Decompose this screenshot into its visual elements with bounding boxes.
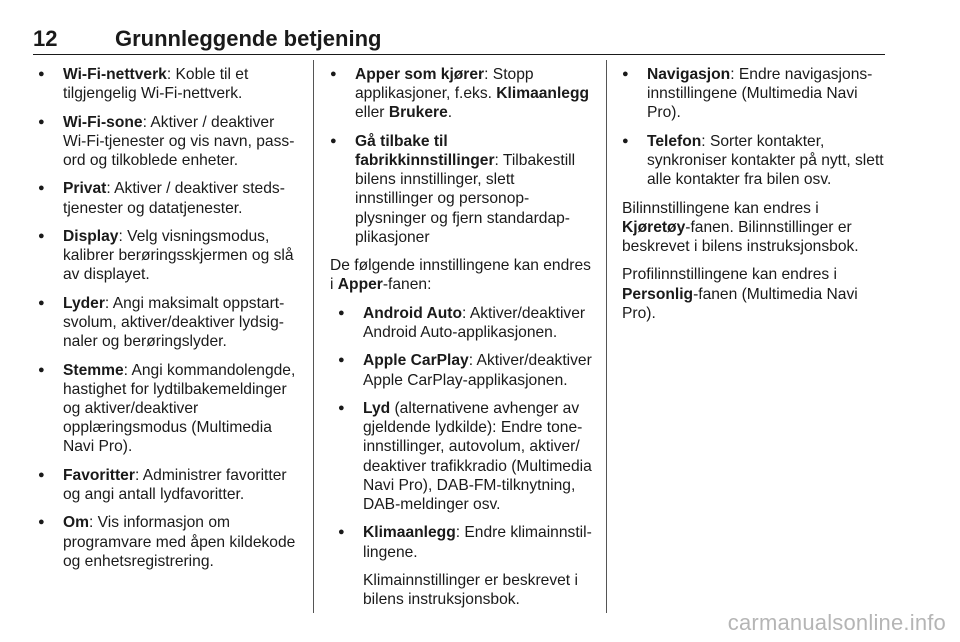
list-item [622, 132, 884, 190]
paragraph-text: -fanen (Multimedia Navi Pro). [622, 285, 858, 322]
column-divider [606, 60, 607, 613]
description: : Aktiver / deaktiver stedstjenester og datatjenester. [63, 180, 285, 217]
list-item [38, 179, 296, 217]
description: : Endre klimainnstillingene. [363, 524, 592, 561]
term: Klimaanlegg [363, 524, 456, 542]
description: : Stopp applikasjoner, f.eks. [355, 66, 534, 103]
description: . [447, 104, 453, 122]
list-item [330, 132, 592, 247]
page-title: Grunnleggende betjening [115, 26, 382, 51]
list-item [338, 523, 592, 561]
column-1 [38, 65, 296, 580]
column-2 [330, 65, 592, 619]
description: (alternativene avhenger av gjeldende lydkilde): Endre toneinnstillinger, autovolum, aktiver/ deaktiver trafikkradio (Multimedia Navi Pro), DAB-FM-tilknytning, DAB-meldinger osv. [363, 399, 592, 513]
term: Apper [337, 276, 383, 294]
description: : Angi maksimalt oppstartsvolum, aktiver/deaktiver lydsignaler og berøringslyder. [63, 294, 285, 351]
term: Apple CarPlay [363, 352, 469, 370]
term: Favoritter [63, 466, 135, 484]
list-item [330, 65, 592, 123]
term: Lyder [63, 294, 105, 312]
list-item [38, 361, 296, 457]
paragraph [330, 256, 592, 294]
description: : Administrer favoritter og angi antall lydfavoritter. [63, 466, 287, 503]
page-number: 12 [33, 26, 58, 51]
list-item [338, 399, 592, 514]
term: Wi-Fi-sone [63, 113, 143, 131]
term: Android Auto [363, 304, 463, 322]
term: Brukere [388, 104, 448, 122]
paragraph-text: Bilinnstillingene kan endres i [622, 199, 819, 217]
description: : Aktiver/deaktiver Android Auto-applikasjonen. [363, 304, 586, 341]
term: Om [63, 514, 89, 532]
term: Wi-Fi-nettverk [63, 66, 167, 83]
list-item [38, 294, 296, 352]
description: : Velg visningsmodus, kalibrer berøringsskjermen og slå av displayet. [63, 227, 294, 284]
term: Klimaanlegg [496, 85, 590, 103]
paragraph [622, 265, 884, 323]
term: Telefon [647, 132, 702, 150]
paragraph-text: -fanen. Bilinnstillinger er beskrevet i bilens instruksjonsbok. [622, 218, 859, 255]
term: Kjøretøy [622, 218, 686, 236]
settings-list [38, 65, 296, 571]
description: : Sorter kontakter, synkroniser kontakter på nytt, slett alle kontakter fra bilen osv. [647, 132, 884, 189]
settings-list [622, 65, 884, 189]
list-item [38, 227, 296, 285]
description: : Endre navigasjonsinnstillingene (Multimedia Navi Pro). [647, 66, 873, 122]
description: : Vis informasjon om programvare med åpen kildekode og enhetsregistrering. [63, 514, 296, 570]
term: Stemme [63, 361, 124, 379]
list-item [38, 113, 296, 171]
term: Apper som kjører [355, 66, 485, 83]
term: Lyd [363, 399, 391, 417]
description: : Tilbakestill bilens innstillinger, slett innstillinger og personopplysninger og fjern standardapplikasjoner [355, 152, 576, 246]
page-header [33, 26, 885, 55]
list-item [622, 65, 884, 123]
list-item [38, 513, 296, 571]
description: : Aktiver/deaktiver Apple CarPlay-applikasjonen. [363, 352, 592, 389]
settings-list [330, 65, 592, 247]
term: Privat [63, 180, 107, 198]
list-item [338, 351, 592, 389]
term: Display [63, 227, 119, 245]
list-item [38, 65, 296, 103]
paragraph-text: -fanen: [382, 276, 432, 294]
description: : Koble til et tilgjengelig Wi-Fi-nettverk. [63, 66, 249, 103]
list-item [38, 466, 296, 504]
watermark: carmanualsonline.info [727, 610, 946, 635]
term: Gå tilbake til fabrikkinnstillinger [355, 132, 495, 169]
term: Personlig [622, 285, 694, 303]
term: Navigasjon [647, 66, 731, 83]
list-item [338, 304, 592, 342]
column-divider [313, 60, 314, 613]
paragraph-text: Profilinnstillingene kan endres i [622, 266, 837, 284]
column-3 [622, 65, 884, 332]
description: : Aktiver / deaktiver Wi-Fi-tjenester og vis navn, passord og tilkoblede enheter. [63, 113, 295, 169]
description: : Angi kommandolengde, hastighet for lydtilbakemeldinger og aktiver/deaktiver opplæringsmodus (Multimedia Navi Pro). [63, 361, 296, 456]
paragraph [622, 199, 884, 257]
description: eller [355, 104, 389, 122]
apps-settings-list [330, 304, 592, 562]
note-paragraph: Klimainnstillinger er beskrevet i bilens instruksjonsbok. [363, 571, 578, 609]
paragraph-text: De følgende innstillingene kan endres i [330, 257, 591, 294]
